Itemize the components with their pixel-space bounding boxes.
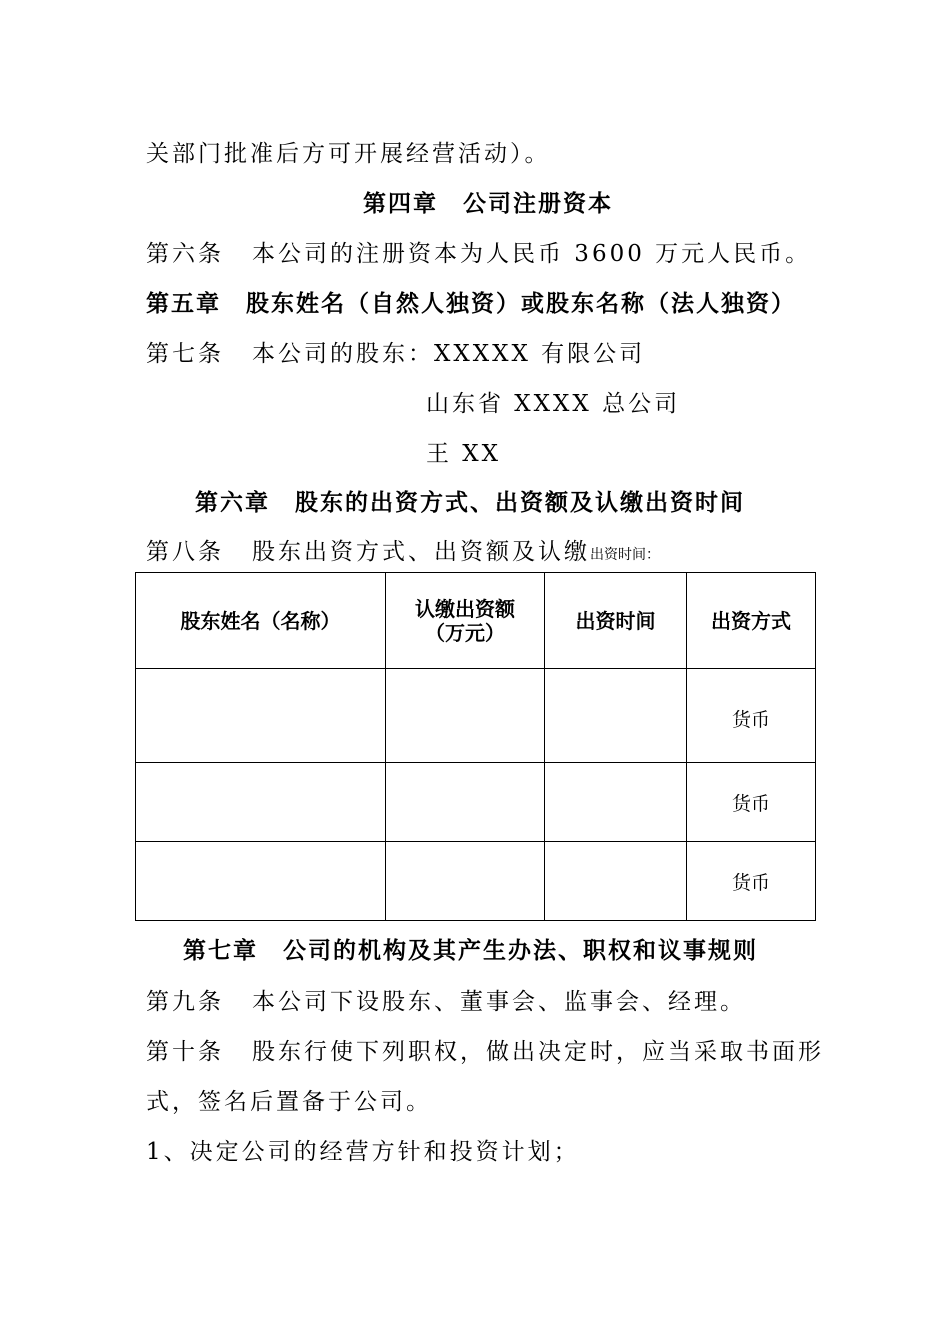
table-cell: 货币 xyxy=(687,763,816,842)
table-cell xyxy=(386,763,545,842)
chapter-6-heading: 第六章 股东的出资方式、出资额及认缴出资时间 xyxy=(195,490,745,516)
chapter-7-heading: 第七章 公司的机构及其产生办法、职权和议事规则 xyxy=(183,938,758,964)
header-shareholder-name: 股东姓名（名称） xyxy=(136,573,386,669)
article-8-small-text: 出资时间： xyxy=(590,547,660,563)
table-cell xyxy=(386,669,545,763)
table-cell xyxy=(136,763,386,842)
article-6 xyxy=(146,235,811,268)
article-6-label: 第六条 xyxy=(146,241,224,267)
table-header-row xyxy=(136,573,816,669)
table-cell xyxy=(136,669,386,763)
table-cell: 货币 xyxy=(687,842,816,921)
article-7 xyxy=(146,335,645,368)
article-10-text: 股东行使下列职权，做出决定时，应当采取书面形 xyxy=(252,1039,824,1065)
article-9-label: 第九条 xyxy=(146,989,224,1015)
article-8-label: 第八条 xyxy=(146,539,224,565)
chapter-5-heading: 第五章 股东姓名（自然人独资）或股东名称（法人独资） xyxy=(146,291,796,317)
continuation-line: 关部门批准后方可开展经营活动）。 xyxy=(146,141,551,167)
article-10-continuation: 式，签名后置备于公司。 xyxy=(146,1089,432,1115)
article-9 xyxy=(146,983,746,1016)
table-cell xyxy=(545,669,687,763)
table-row xyxy=(136,763,816,842)
chapter-4-heading: 第四章 公司注册资本 xyxy=(363,191,613,217)
list-item-1: 1、决定公司的经营方针和投资计划； xyxy=(146,1139,580,1165)
table-cell xyxy=(545,842,687,921)
table-cell xyxy=(386,842,545,921)
table-row xyxy=(136,669,816,763)
article-8 xyxy=(146,533,660,566)
article-8-text: 股东出资方式、出资额及认缴 xyxy=(252,539,590,565)
article-6-text: 本公司的注册资本为人民币 3600 万元人民币。 xyxy=(252,241,812,267)
header-contribution-time: 出资时间 xyxy=(545,573,687,669)
article-9-text: 本公司下设股东、董事会、监事会、经理。 xyxy=(252,989,746,1015)
header-subscribed-amount: 认缴出资额 （万元） xyxy=(386,573,545,669)
article-10-label: 第十条 xyxy=(146,1039,224,1065)
shareholder-3: 王 XX xyxy=(426,441,502,467)
article-7-text: 本公司的股东：XXXXX 有限公司 xyxy=(252,341,646,367)
table-cell xyxy=(545,763,687,842)
table-cell xyxy=(136,842,386,921)
article-10 xyxy=(146,1033,824,1066)
article-7-label: 第七条 xyxy=(146,341,224,367)
capital-contribution-table xyxy=(135,572,816,921)
table-cell: 货币 xyxy=(687,669,816,763)
shareholder-2: 山东省 XXXX 总公司 xyxy=(426,391,681,417)
table-row xyxy=(136,842,816,921)
header-contribution-method: 出资方式 xyxy=(687,573,816,669)
